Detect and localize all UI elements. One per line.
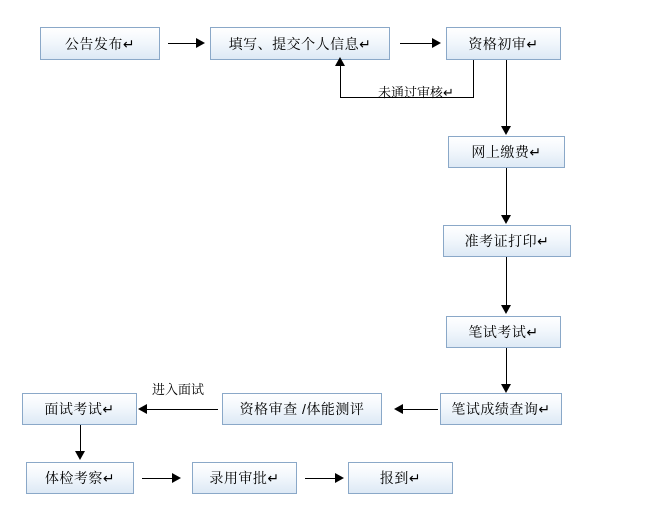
node-admission-ticket[interactable]: 准考证打印↵ (443, 225, 571, 257)
edge-label-failed-review: 未通过审核↵ (378, 85, 454, 100)
node-interview[interactable]: 面试考试↵ (22, 393, 137, 425)
arrowhead-qualification-fitness-to-interview (138, 404, 147, 414)
node-written-exam[interactable]: 笔试考试↵ (446, 316, 561, 348)
edge-review-to-payment (506, 60, 507, 132)
arrowhead-score-to-qualification-fitness (394, 404, 403, 414)
node-qualification-fitness[interactable]: 资格审查 /体能测评 (222, 393, 382, 425)
node-submit-info[interactable]: 填写、提交个人信息↵ (210, 27, 390, 60)
edge-payment-to-ticket (506, 168, 507, 221)
edge-submit-to-review (400, 43, 434, 44)
arrowhead-written-exam-to-score (501, 384, 511, 393)
arrowhead-payment-to-ticket (501, 215, 511, 224)
edge-review-feedback-down (473, 60, 474, 97)
arrowhead-ticket-to-written-exam (501, 305, 511, 314)
edge-hiring-to-report (305, 478, 337, 479)
node-hiring-approval[interactable]: 录用审批↵ (192, 462, 297, 494)
node-report-for-duty[interactable]: 报到↵ (348, 462, 453, 494)
edge-ticket-to-written-exam (506, 257, 507, 311)
edge-review-feedback-up (340, 62, 341, 97)
arrowhead-review-feedback (335, 57, 345, 66)
node-online-payment[interactable]: 网上缴费↵ (448, 136, 565, 168)
arrowhead-medical-to-hiring (172, 473, 181, 483)
node-announcement[interactable]: 公告发布↵ (40, 27, 160, 60)
arrowhead-submit-to-review (432, 38, 441, 48)
arrowhead-hiring-to-report (335, 473, 344, 483)
edge-announcement-to-submit (168, 43, 198, 44)
edge-label-enter-interview: 进入面试 (152, 382, 205, 397)
node-qualification-review[interactable]: 资格初审↵ (446, 27, 561, 60)
edge-score-to-qualification-fitness (398, 409, 438, 410)
node-medical-check[interactable]: 体检考察↵ (26, 462, 134, 494)
arrowhead-announcement-to-submit (196, 38, 205, 48)
node-score-query[interactable]: 笔试成绩查询↵ (440, 393, 562, 425)
arrowhead-interview-to-medical (75, 451, 85, 460)
edge-qualification-fitness-to-interview (146, 409, 218, 410)
edge-medical-to-hiring (142, 478, 174, 479)
arrowhead-review-to-payment (501, 126, 511, 135)
